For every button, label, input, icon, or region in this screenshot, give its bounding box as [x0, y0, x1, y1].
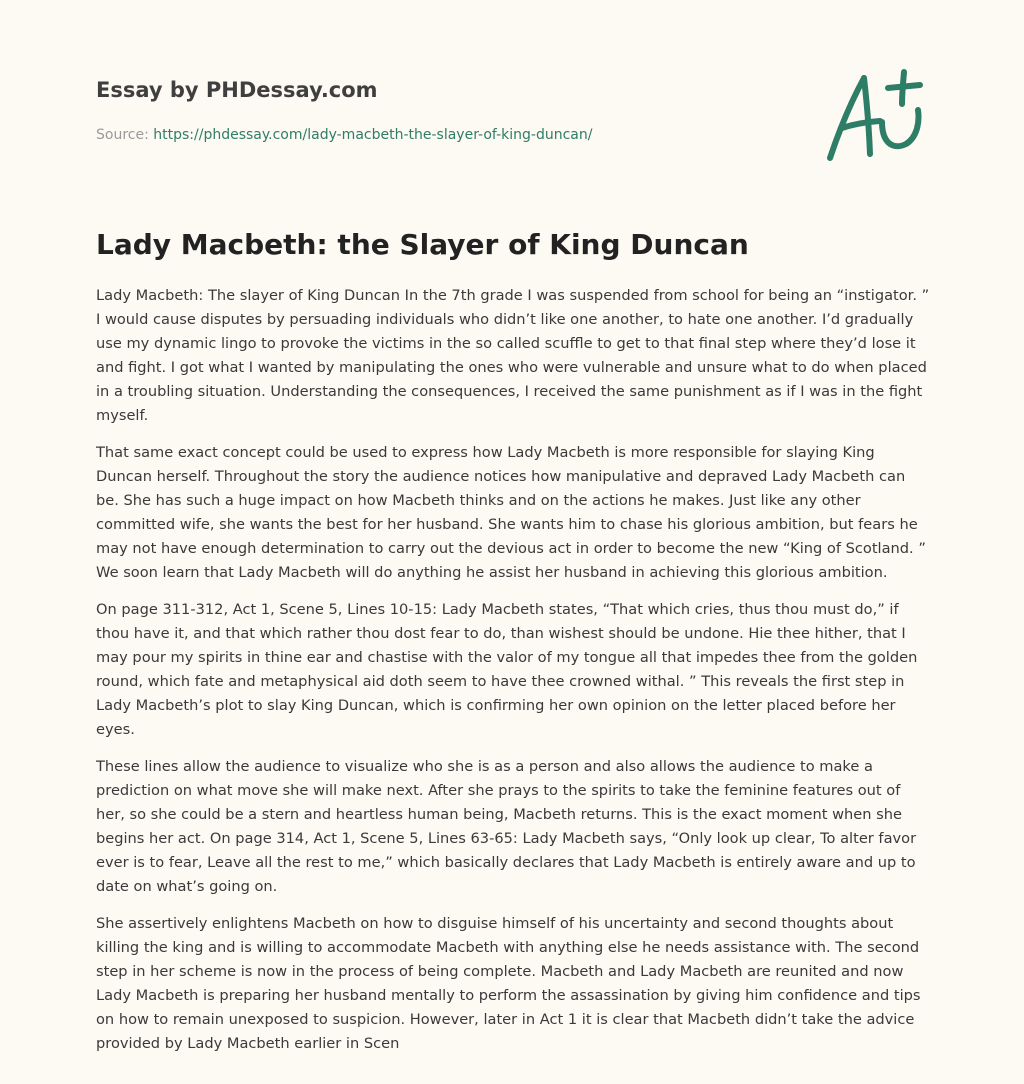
source-label: Source:: [96, 127, 149, 143]
essay-paragraph: These lines allow the audience to visualize who she is as a person and also allows the audience to make a prediction on what move she will make next. After she prays to the spirits to take the feminine features out of her, so she could be a stern and heartless human being, Macbeth returns. This is the exact moment when she begins her act. On page 314, Act 1, Scene 5, Lines 63-65: Lady Macbeth says, “Only look up clear, To alter favor ever is to fear, Leave all the rest to me,” which basically declares that Lady Macbeth is entirely aware and up to date on what’s going on.: [96, 758, 917, 895]
essay-paragraph: On page 311-312, Act 1, Scene 5, Lines 10-15: Lady Macbeth states, “That which cries, thus thou must do,” if thou have it, and that which rather thou dost fear to do, than wishest should be undone. Hie thee hither, that I may pour my spirits in thine ear and chastise with the valor of my tongue all that impedes thee from the golden round, which fate and metaphysical aid doth seem to have thee crowned withal. ” This reveals the first step in Lady Macbeth’s plot to slay King Duncan, which is confirming her own opinion on the letter placed before her eyes.: [96, 601, 918, 738]
a-plus-grade-icon: [822, 66, 932, 166]
source-link[interactable]: https://phdessay.com/lady-macbeth-the-slayer-of-king-duncan/: [153, 127, 593, 143]
source-line: [96, 125, 796, 145]
site-brand: Essay by PHDessay.com: [96, 78, 378, 102]
essay-body: [96, 284, 930, 1069]
essay-paragraph: That same exact concept could be used to express how Lady Macbeth is more responsible for slaying King Duncan herself. Throughout the story the audience notices how manipulative and depraved Lady Macbeth can be. She has such a huge impact on how Macbeth thinks and on the actions he makes. Just like any other committed wife, she wants the best for her husband. She wants him to chase his glorious ambition, but fears he may not have enough determination to carry out the devious act in order to become the new “King of Scotland. ” We soon learn that Lady Macbeth will do anything he assist her husband in achieving this glorious ambition.: [96, 444, 926, 581]
essay-paragraph: Lady Macbeth: The slayer of King Duncan In the 7th grade I was suspended from school for being an “instigator. ” I would cause disputes by persuading individuals who didn’t like one another, to hate one another. I’d gradually use my dynamic lingo to provoke the victims in the so called scuffle to get to that final step where they’d lose it and fight. I got what I wanted by manipulating the ones who were vulnerable and unsure what to do when placed in a troubling situation. Understanding the consequences, I received the same punishment as if I was in the fight myself.: [96, 287, 930, 424]
essay-paragraph: She assertively enlightens Macbeth on how to disguise himself of his uncertainty and second thoughts about killing the king and is willing to accommodate Macbeth with anything else he needs assistance with. The second step in her scheme is now in the process of being complete. Macbeth and Lady Macbeth are reunited and now Lady Macbeth is preparing her husband mentally to perform the assassination by giving him confidence and tips on how to remain unexposed to suspicion. However, later in Act 1 it is clear that Macbeth didn’t take the advice provided by Lady Macbeth earlier in Scen: [96, 915, 921, 1052]
page-header: [96, 76, 796, 145]
essay-title: Lady Macbeth: the Slayer of King Duncan: [96, 228, 749, 261]
